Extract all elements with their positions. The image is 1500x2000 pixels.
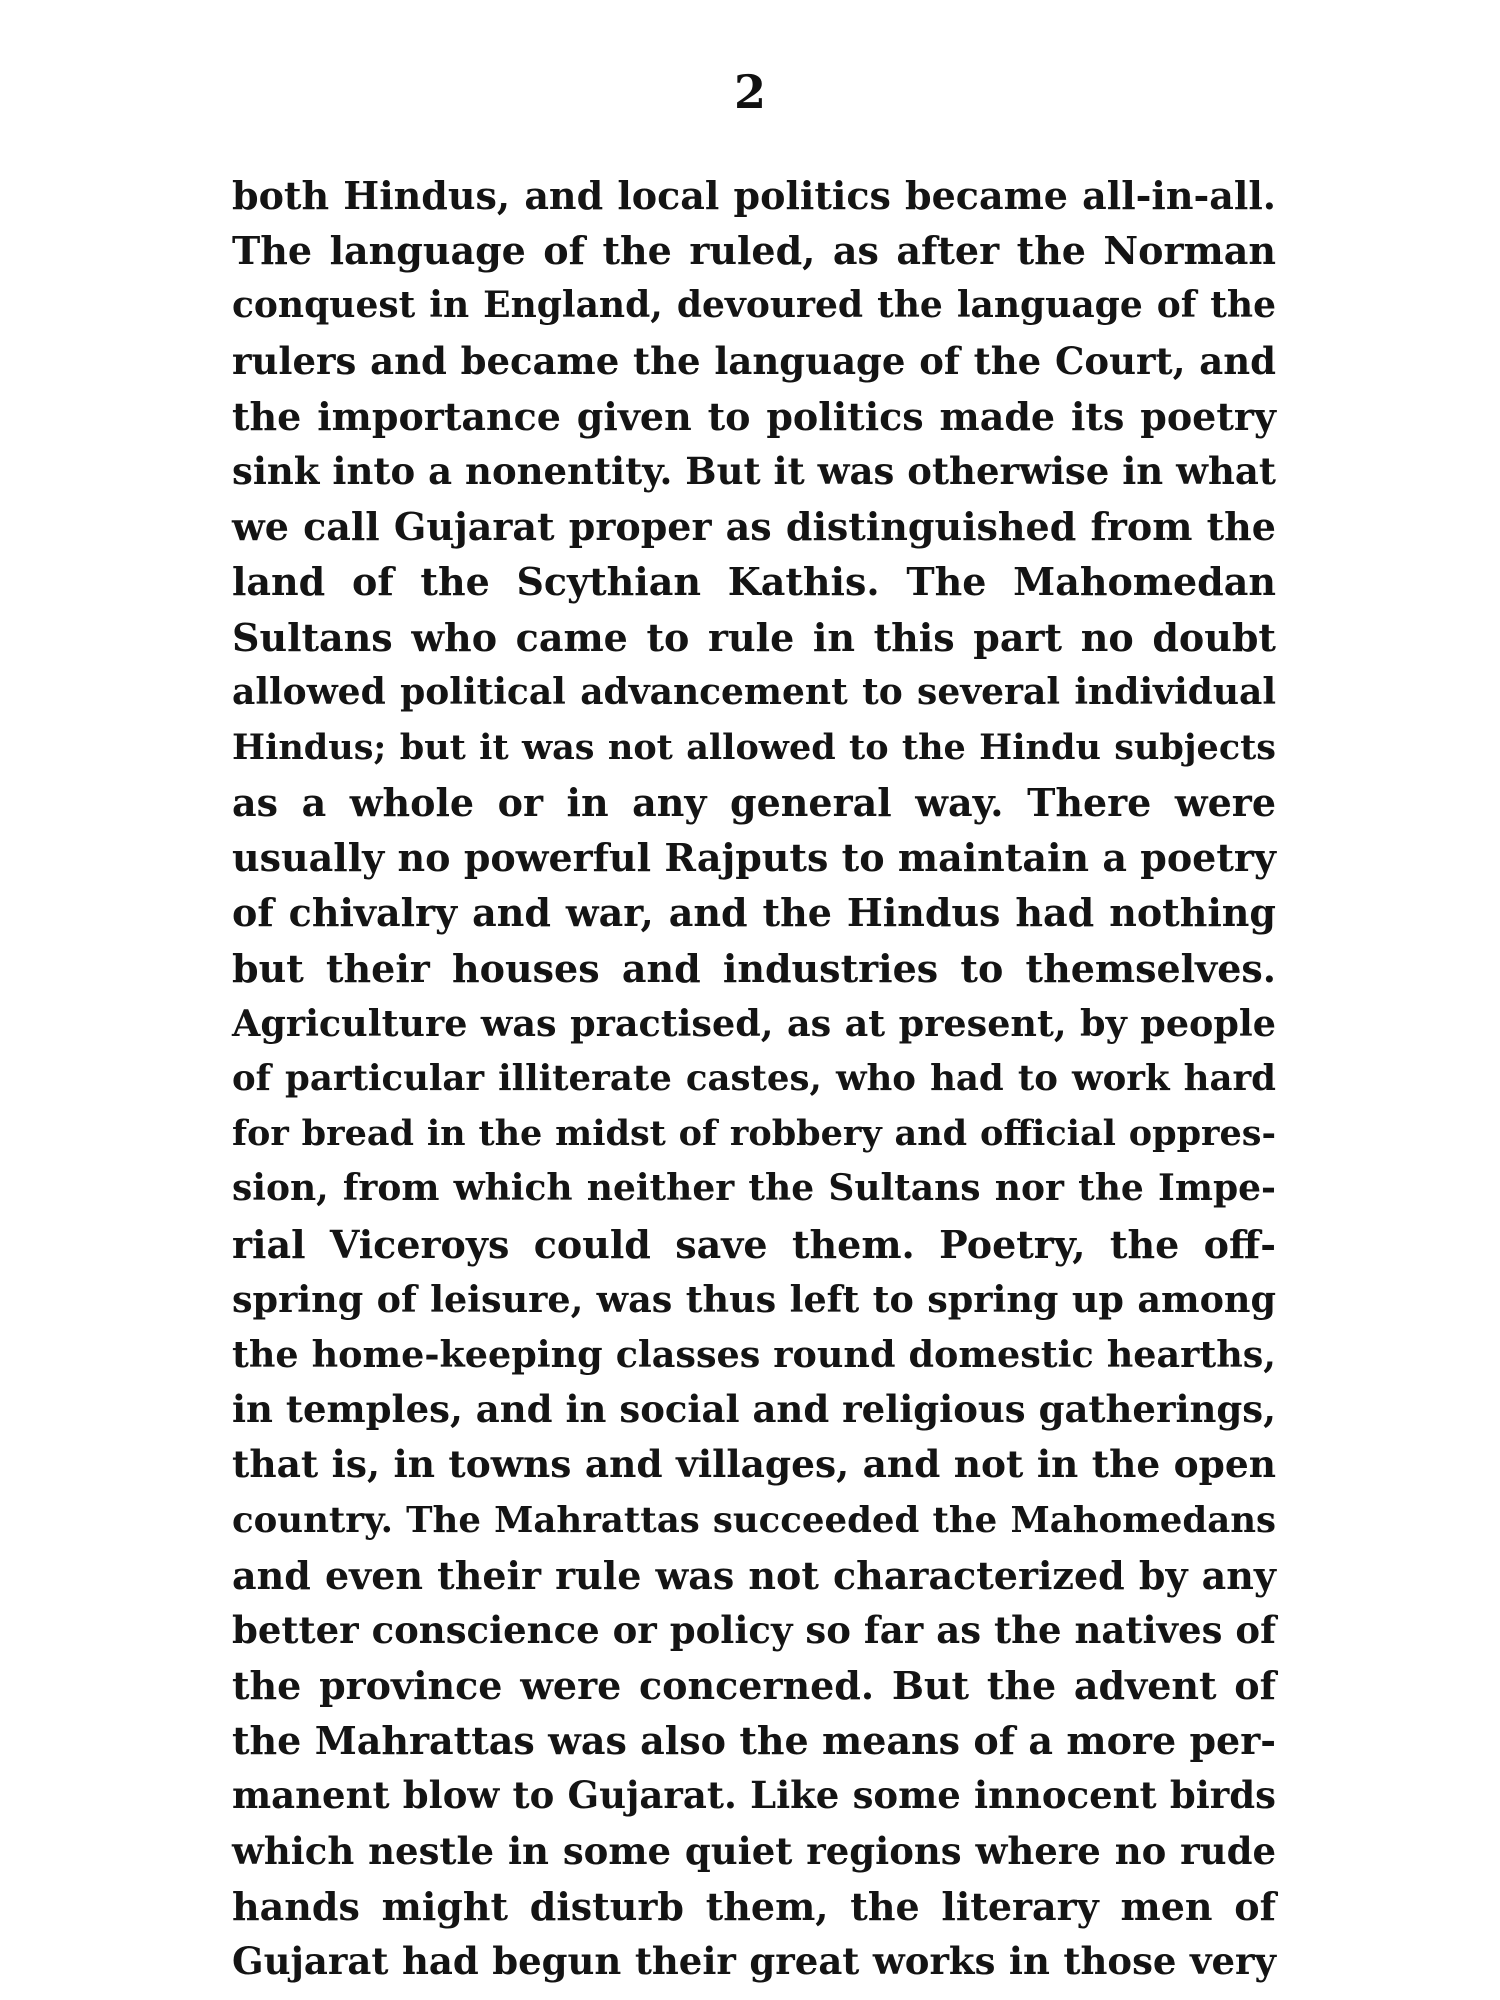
text-line: conquest in England, devoured the language of the <box>232 284 1276 327</box>
text-line: but their houses and industries to themselves. <box>232 945 1276 991</box>
text-line: which nestle in some quiet regions where no rude <box>232 1828 1276 1873</box>
text-line: manent blow to Gujarat. Like some innocent birds <box>232 1773 1276 1818</box>
text-line: of chivalry and war, and the Hindus had nothing <box>232 890 1276 936</box>
text-line: in temples, and in social and religious gatherings, <box>232 1387 1276 1432</box>
text-line: and even their rule was not characterized by any <box>232 1552 1276 1598</box>
text-line: Sultans who came to rule in this part no doubt <box>232 614 1276 660</box>
text-line: of particular illiterate castes, who had to work hard <box>232 1058 1276 1099</box>
text-line: land of the Scythian Kathis. The Mahomedan <box>232 559 1276 605</box>
text-line: we call Gujarat proper as distinguished from the <box>232 504 1276 550</box>
text-line: spring of leisure, was thus left to spring up among <box>232 1277 1276 1321</box>
text-line: country. The Mahrattas succeeded the Mahomedans <box>232 1499 1276 1541</box>
text-line: the Mahrattas was also the means of a more per- <box>232 1718 1276 1764</box>
text-line: both Hindus, and local politics became all-in-all. <box>232 173 1276 218</box>
text-line: usually no powerful Rajputs to maintain a poetry <box>232 835 1276 881</box>
text-line: The language of the ruled, as after the Norman <box>232 228 1276 274</box>
text-line: better conscience or policy so far as the natives of <box>232 1607 1276 1652</box>
text-line: allowed political advancement to several individual <box>232 670 1276 713</box>
body-text <box>232 168 1276 1989</box>
text-line: the home-keeping classes round domestic hearths, <box>232 1332 1276 1376</box>
text-line: hands might disturb them, the literary men of <box>232 1883 1276 1929</box>
text-line: Gujarat had begun their great works in those very <box>232 1939 1276 1983</box>
text-line: sion, from which neither the Sultans nor the Impe- <box>232 1167 1276 1210</box>
text-line: the province were concerned. But the advent of <box>232 1663 1276 1709</box>
text-line: as a whole or in any general way. There were <box>232 780 1276 826</box>
text-line: that is, in towns and villages, and not in the open <box>232 1442 1276 1487</box>
page-number: 2 <box>733 65 766 119</box>
text-line: rial Viceroys could save them. Poetry, the off- <box>232 1221 1276 1267</box>
text-line: the importance given to politics made its poetry <box>232 393 1276 439</box>
text-line: Agriculture was practised, as at present, by people <box>232 1001 1276 1045</box>
text-line: rulers and became the language of the Court, and <box>232 338 1276 383</box>
text-line: sink into a nonentity. But it was otherwise in what <box>232 448 1276 493</box>
text-line: Hindus; but it was not allowed to the Hindu subjects <box>232 726 1276 768</box>
text-line: for bread in the midst of robbery and official oppres- <box>232 1113 1276 1155</box>
